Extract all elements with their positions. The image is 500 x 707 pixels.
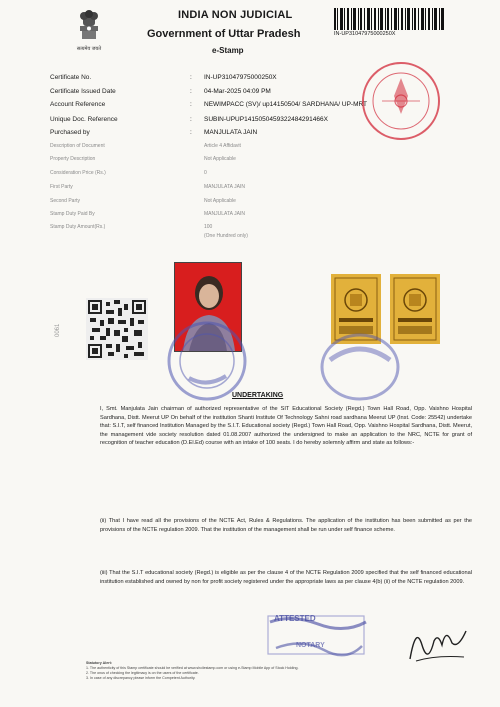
field-value: SUBIN-UPUP14150504593224842914​66X — [204, 116, 328, 123]
notary-text: NOTARY — [296, 642, 325, 649]
faint-field-value: Article 4 Affidavit — [204, 143, 241, 149]
emblem-caption: सत्यमेव जयते — [76, 46, 102, 52]
faint-field-value: MANJULATA JAIN — [204, 184, 245, 190]
field-value: IN-UP31047975000250X — [204, 74, 277, 81]
field-value: NEWIMPACC (SV)/ up14150504/ SARDHANA/ UP-MRT — [204, 101, 368, 108]
undertaking-paragraph: I, Smt. Manjulata Jain chairman of authorized representative of the SIT Educational Society (Regd.) Town Hall Road, Opp. Vaishno Hospital Sardhana, Distt. Meerut UP On behalf of the institution Shanti Institute Of Technology Sahni road sardhana Meerut UP (Inst. Code: 25542) undertake that: S.I.T, self financed Institution Managed by the S.I.T. Educational society (Regd.) Town Hall Road, Opp. Vaishno Hospital Sardhana, Distt. Meerut, the management vide society resolution dated 01.08.2007 authorized the undersigned to make an application to the NRC, NCTE for grant of recognition of teacher education (D.El.Ed) course with an intake of 100 seats. I do hereby solemnly affirm and state as follows:- — [100, 406, 472, 447]
field-value: MANJULATA JAIN — [204, 129, 258, 136]
document-title: INDIA NON JUDICIAL — [178, 9, 293, 21]
barcode — [334, 8, 444, 30]
faint-field-value: MANJULATA JAIN — [204, 211, 245, 217]
field-separator: : — [190, 74, 192, 81]
statutory-alert-line: 1. The authenticity of this Stamp certificate should be verified at www.shcilestamp.com or using e-Stamp Mobile App of Stock Holding. — [86, 666, 299, 670]
field-label: Certificate Issued Date — [50, 88, 116, 95]
faint-field-value: 100 — [204, 224, 213, 230]
faint-field-value: 0 — [204, 170, 207, 176]
red-seal-icon — [360, 60, 442, 142]
field-value: 04-Mar-2025 04:09 PM — [204, 88, 271, 95]
estamp-label: e-Stamp — [212, 46, 244, 55]
faint-field-value: Not Applicable — [204, 156, 236, 162]
undertaking-paragraph: (ii) That I have read all the provisions of the NCTE Act, Rules & Regulations. The application of the institution has been submitted as per the provisions of the NCTE regulation 2009. That the institution of the management shall be run under self finance scheme. — [100, 518, 472, 533]
faint-field-label: Stamp Duty Amount(Rs.) — [50, 224, 106, 230]
faint-field-value: Not Applicable — [204, 198, 236, 204]
field-separator: : — [190, 116, 192, 123]
statutory-alert-line: 2. The onus of checking the legitimacy is on the users of the certificate. — [86, 671, 199, 675]
attested-text: ATTESTED — [274, 614, 316, 623]
qr-code — [86, 298, 148, 360]
field-separator: : — [190, 129, 192, 136]
ashoka-emblem-icon — [74, 8, 104, 48]
field-label: Account Reference — [50, 101, 106, 108]
government-name: Government of Uttar Pradesh — [147, 28, 301, 40]
statutory-alert-line: 3. In case of any discrepancy please inform the Competent Authority. — [86, 676, 196, 680]
barcode-number: IN-UP31047975000250X — [334, 31, 396, 37]
statutory-alert-title: Statutory Alert: — [86, 661, 113, 665]
faint-field-label: Property Description — [50, 156, 96, 162]
faint-field-label: First Party — [50, 184, 73, 190]
undertaking-paragraph: (iii) That the S.I.T educational society (Regd.) is eligible as per the clause 4 of the NCTE Regulation 2009 specified that the self financed educational institution established and owned by non for profit society registered under the appropriate laws as per clause 4(b) (ii) of the NCTE regulation 2009. — [100, 570, 472, 585]
field-label: Certificate No. — [50, 74, 92, 81]
faint-field-label: Stamp Duty Paid By — [50, 211, 95, 217]
field-label: Purchased by — [50, 129, 90, 136]
statutory-alert — [86, 661, 336, 681]
faint-field-label: Second Party — [50, 198, 81, 204]
side-serial-number: 0061 — [55, 323, 61, 337]
field-separator: : — [190, 101, 192, 108]
field-label: Unique Doc. Reference — [50, 116, 118, 123]
handwritten-signature — [406, 615, 470, 665]
undertaking-title: UNDERTAKING — [232, 392, 284, 399]
amount-in-words: (One Hundred only) — [204, 233, 248, 239]
faint-field-label: Description of Document — [50, 143, 105, 149]
field-separator: : — [190, 88, 192, 95]
blue-seal-icon — [318, 330, 402, 404]
faint-field-label: Consideration Price (Rs.) — [50, 170, 106, 176]
